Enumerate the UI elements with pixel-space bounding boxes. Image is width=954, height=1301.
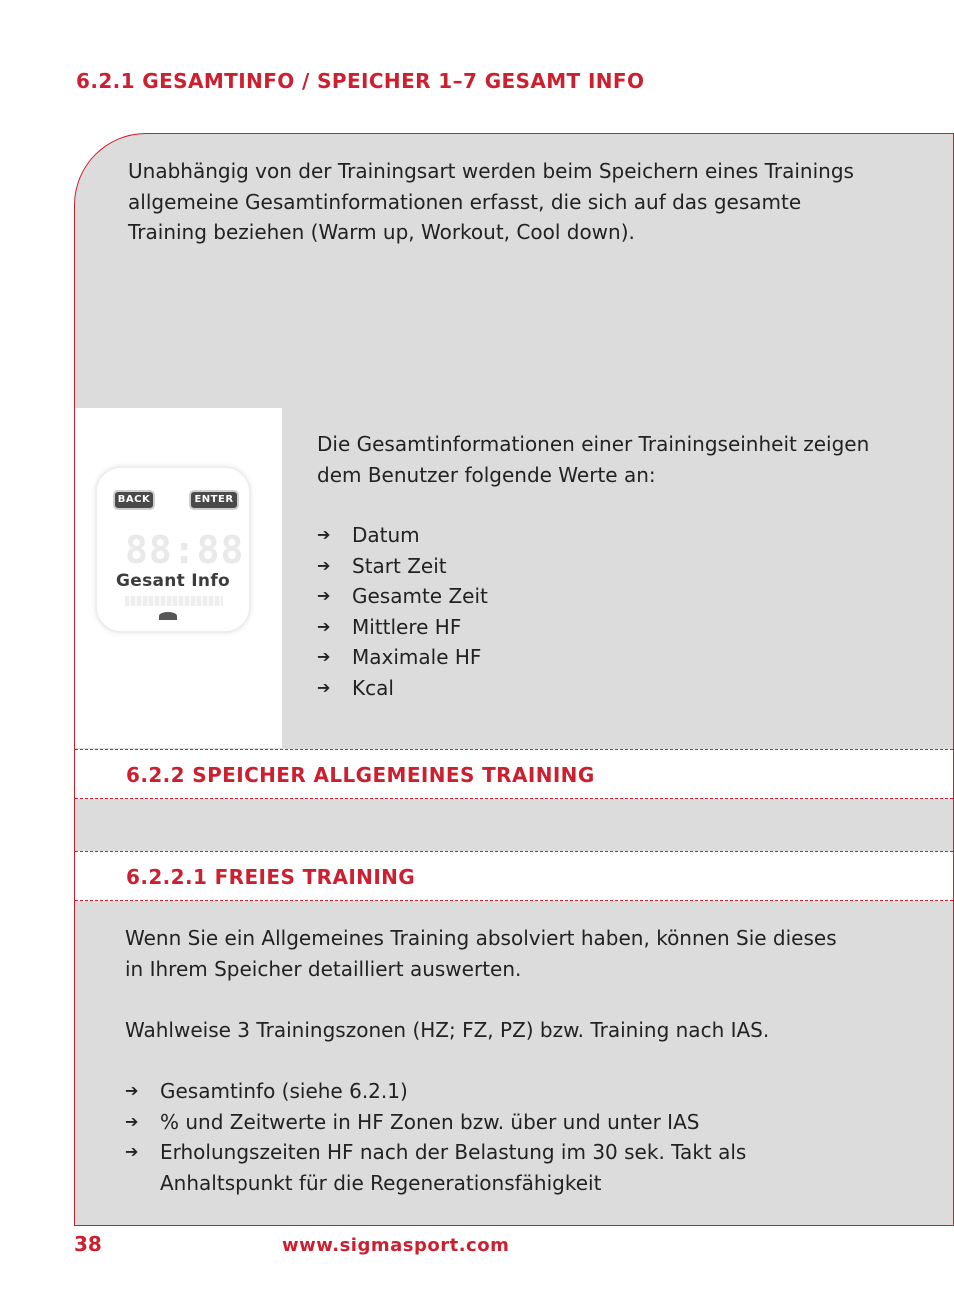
- intro-paragraph: Unabhängig von der Trainingsart werden beim Speichern eines Trainings allgemeine Gesamtinformationen erfasst, die sich auf das gesamte Training beziehen (Warm up, Workout, Cool down).: [128, 159, 854, 244]
- list-item-label: % und Zeitwerte in HF Zonen bzw. über und unter IAS: [160, 1109, 700, 1134]
- free-training-paragraph: Wenn Sie ein Allgemeines Training absolviert haben, können Sie dieses in Ihrem Speicher detailliert auswerten.: [125, 926, 837, 981]
- section-heading-6-2-2-1: 6.2.2.1 FREIES TRAINING: [126, 865, 416, 889]
- website-url: www.sigmasport.com: [282, 1235, 510, 1256]
- arrow-right-icon: ➔: [125, 1111, 139, 1131]
- list-item-label: Mittlere HF: [352, 614, 462, 639]
- list-item-label: Datum: [352, 523, 420, 547]
- arrow-right-icon: ➔: [125, 1142, 139, 1162]
- list-item: [317, 612, 877, 643]
- values-list: [317, 520, 877, 704]
- zones-paragraph: Wahlweise 3 Trainingszonen (HZ; FZ, PZ) bzw. Training nach IAS.: [125, 1018, 770, 1042]
- device-illustration: [75, 408, 282, 748]
- list-item-label: Erholungszeiten HF nach der Belastung im 30 sek. Takt als Anhaltspunkt für die Regenerationsfähigkeit: [160, 1140, 747, 1195]
- arrow-right-icon: ➔: [317, 677, 331, 697]
- watch-enter-label: ENTER: [189, 490, 239, 510]
- list-item-label: Start Zeit: [352, 553, 447, 578]
- arrow-right-icon: ➔: [317, 616, 331, 636]
- list-item-label: Gesamtinfo (siehe 6.2.1): [160, 1079, 408, 1103]
- sigma-logo-icon: [159, 612, 177, 620]
- watch-display-image: [95, 466, 251, 633]
- subsection-band-6-2-2-1: [75, 851, 953, 901]
- list-item-label: Maximale HF: [352, 645, 482, 670]
- list-item: [317, 520, 877, 551]
- list-item: [125, 1137, 825, 1198]
- arrow-right-icon: ➔: [317, 555, 331, 575]
- list-item: [317, 551, 877, 582]
- watch-digits: 88:88: [125, 528, 245, 572]
- list-item: [317, 581, 877, 612]
- section-heading-6-2-2: 6.2.2 SPEICHER ALLGEMEINES TRAINING: [126, 763, 595, 787]
- watch-segment-bar: [125, 596, 223, 606]
- section-heading-6-2-1: 6.2.1 GESAMTINFO / SPEICHER 1–7 GESAMT INFO: [76, 69, 645, 93]
- features-list: [125, 1076, 825, 1198]
- arrow-right-icon: ➔: [125, 1081, 139, 1100]
- page-number: 38: [74, 1232, 102, 1256]
- subsection-band-6-2-2: [75, 749, 953, 799]
- info-paragraph: Die Gesamtinformationen einer Trainingseinheit zeigen dem Benutzer folgende Werte an:: [317, 432, 870, 487]
- arrow-right-icon: ➔: [317, 586, 331, 606]
- watch-back-label: BACK: [113, 490, 155, 510]
- arrow-right-icon: ➔: [317, 525, 331, 544]
- watch-screen-text: Gesant Info: [115, 571, 231, 591]
- list-item: [317, 642, 877, 673]
- list-item: [125, 1076, 825, 1107]
- arrow-right-icon: ➔: [317, 647, 331, 667]
- list-item-label: Gesamte Zeit: [352, 584, 488, 609]
- list-item: [317, 673, 877, 704]
- list-item-label: Kcal: [352, 675, 394, 700]
- list-item: [125, 1107, 825, 1138]
